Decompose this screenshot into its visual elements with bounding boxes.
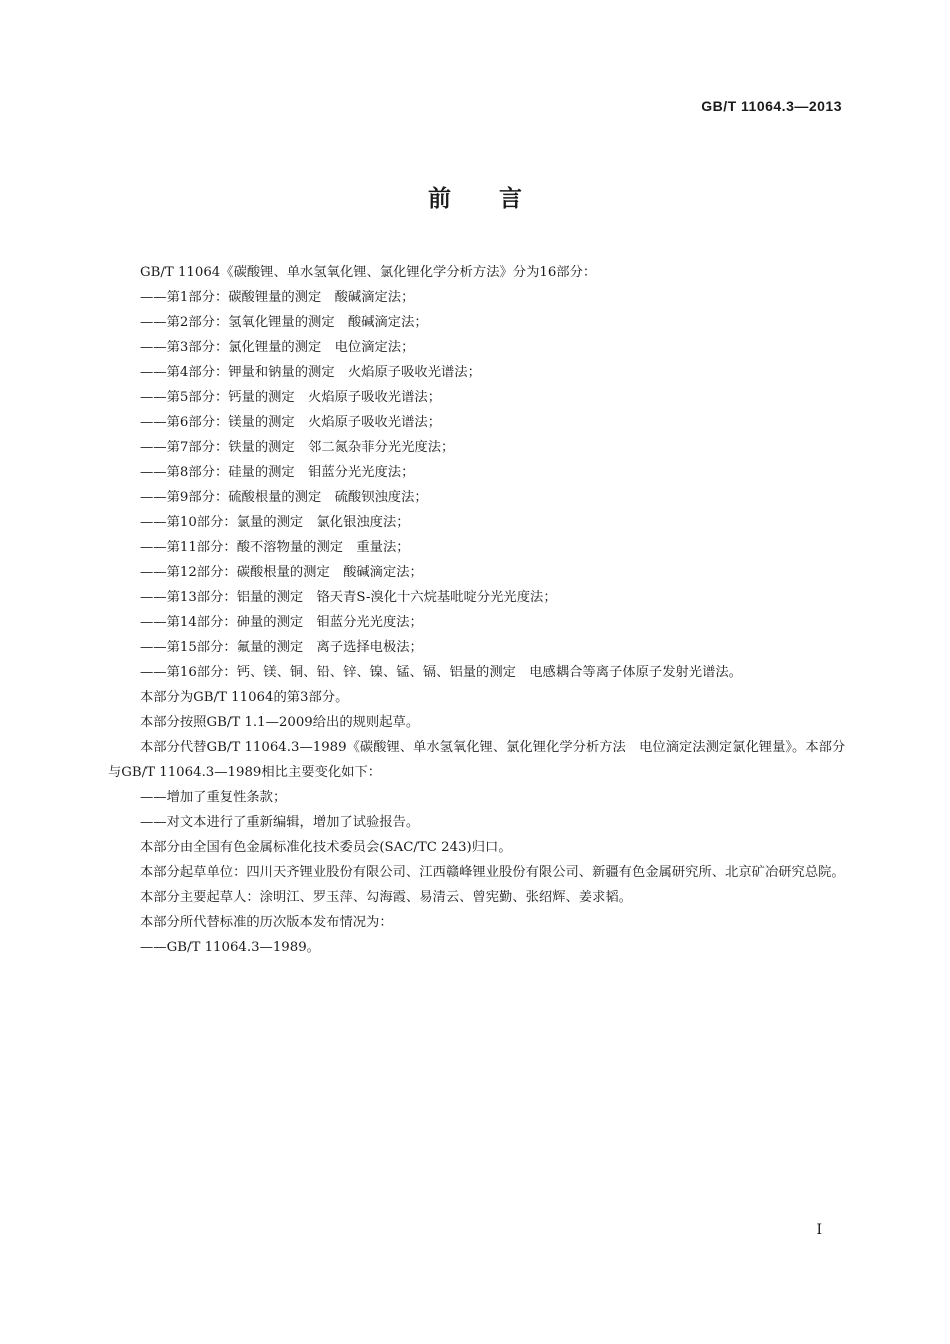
part-list-item: ——第13部分：铝量的测定 铬天青S-溴化十六烷基吡啶分光光度法； <box>140 590 557 605</box>
parts-list <box>108 285 848 685</box>
part-list-item: ——第1部分：碳酸锂量的测定 酸碱滴定法； <box>140 290 415 305</box>
part-list-item: ——第9部分：硫酸根量的测定 硫酸钡浊度法； <box>140 490 428 505</box>
part-list-item: ——第16部分：钙、镁、铜、铅、锌、镍、锰、镉、铝量的测定 电感耦合等离子体原子发射光谱法。 <box>140 665 742 680</box>
drafters-paragraph: 本部分主要起草人：涂明江、罗玉萍、勾海霞、易清云、曾宪勤、张绍辉、姜求韬。 <box>140 890 632 905</box>
part-list-item: ——第10部分：氯量的测定 氯化银浊度法； <box>140 515 410 530</box>
units-paragraph: 本部分起草单位：四川天齐锂业股份有限公司、江西赣峰锂业股份有限公司、新疆有色金属研究所、北京矿冶研究总院。 <box>140 865 845 880</box>
history-paragraph: 本部分所代替标准的历次版本发布情况为： <box>140 915 393 930</box>
part-list-item: ——第5部分：钙量的测定 火焰原子吸收光谱法； <box>140 390 441 405</box>
part-list-item: ——第11部分：酸不溶物量的测定 重量法； <box>140 540 410 555</box>
history-list-item: ——GB/T 11064.3—1989。 <box>140 940 320 955</box>
change-list-item: ——对文本进行了重新编辑，增加了试验报告。 <box>140 815 420 830</box>
part-list-item: ——第15部分：氟量的测定 离子选择电极法； <box>140 640 423 655</box>
part-list-item: ——第3部分：氯化锂量的测定 电位滴定法； <box>140 340 415 355</box>
rules-paragraph: 本部分按照GB/T 1.1—2009给出的规则起草。 <box>140 715 420 730</box>
history-list <box>108 935 848 960</box>
change-list-item: ——增加了重复性条款； <box>140 790 287 805</box>
part-list-item: ——第8部分：硅量的测定 钼蓝分光光度法； <box>140 465 415 480</box>
page-number: I <box>816 1222 822 1238</box>
part-list-item: ——第4部分：钾量和钠量的测定 火焰原子吸收光谱法； <box>140 365 481 380</box>
part-list-item: ——第7部分：铁量的测定 邻二氮杂菲分光光度法； <box>140 440 455 455</box>
part-list-item: ——第6部分：镁量的测定 火焰原子吸收光谱法； <box>140 415 441 430</box>
standard-code: GB/T 11064.3—2013 <box>701 98 842 114</box>
document-body <box>108 260 848 960</box>
part-list-item: ——第14部分：砷量的测定 钼蓝分光光度法； <box>140 615 423 630</box>
intro-paragraph: GB/T 11064《碳酸锂、单水氢氧化锂、氯化锂化学分析方法》分为16部分： <box>140 265 597 280</box>
committee-paragraph: 本部分由全国有色金属标准化技术委员会(SAC/TC 243)归口。 <box>140 840 512 855</box>
part-list-item: ——第2部分：氢氧化锂量的测定 酸碱滴定法； <box>140 315 428 330</box>
part3-paragraph: 本部分为GB/T 11064的第3部分。 <box>140 690 349 705</box>
changes-list <box>108 785 848 835</box>
part-list-item: ——第12部分：碳酸根量的测定 酸碱滴定法； <box>140 565 423 580</box>
replace-paragraph: 本部分代替GB/T 11064.3—1989《碳酸锂、单水氢氧化锂、氯化锂化学分析方法 电位滴定法测定氯化锂量》。本部分与GB/T 11064.3—1989相比主要变化如下： <box>108 740 846 780</box>
page-title: 前言 <box>428 186 570 212</box>
